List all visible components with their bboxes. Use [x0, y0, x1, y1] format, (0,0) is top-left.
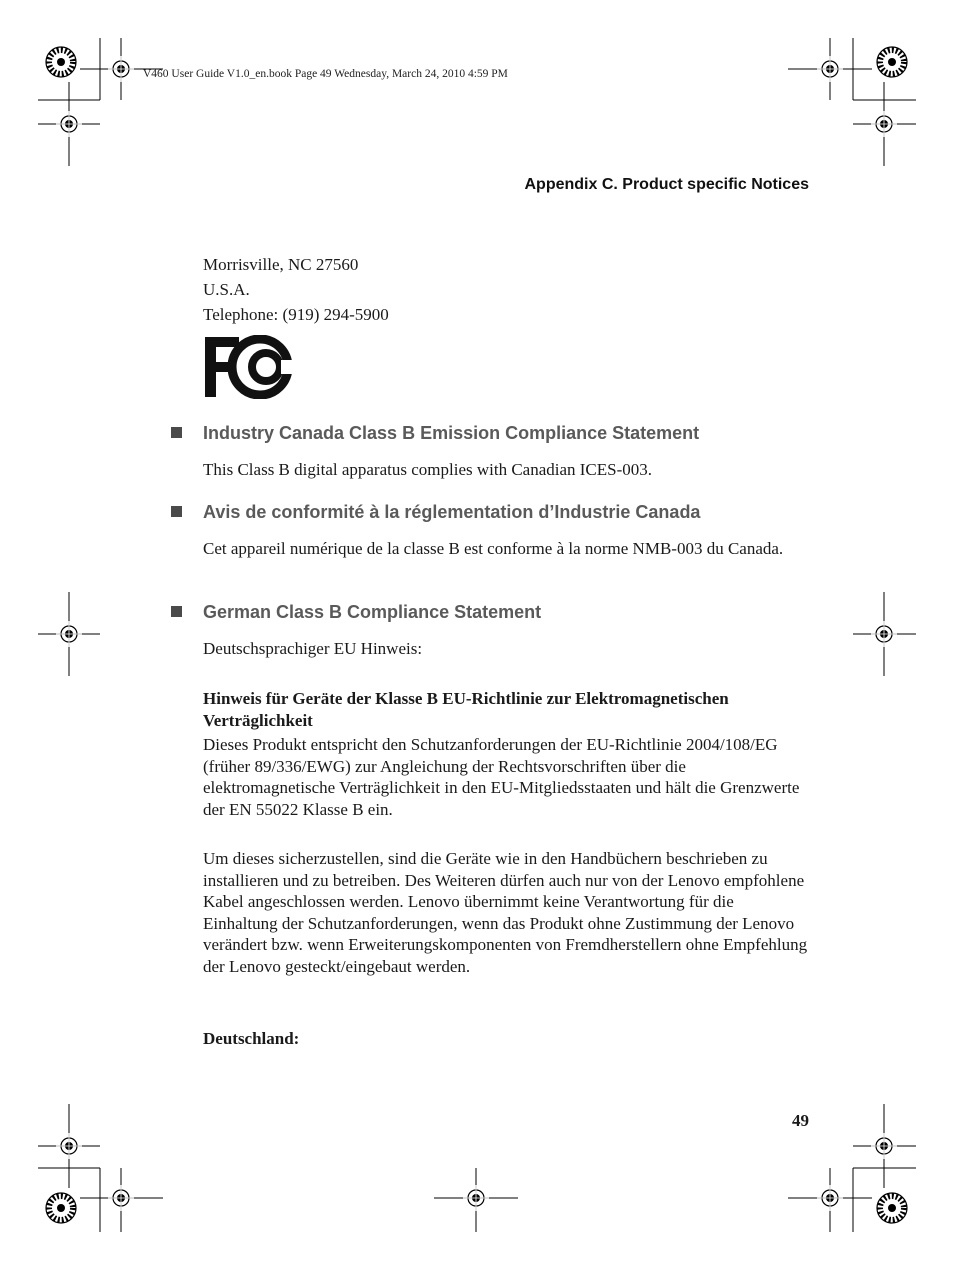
section-heading-text: German Class B Compliance Statement — [203, 602, 542, 622]
section-text-industry-canada: This Class B digital apparatus complies with Canadian ICES-003. — [203, 460, 653, 479]
section-text-german-hinweis: Deutschsprachiger EU Hinweis: — [203, 639, 423, 658]
address-city: Morrisville, NC 27560 — [203, 255, 359, 274]
german-paragraph-1: Dieses Produkt entspricht den Schutzanforderungen der EU-Richtlinie 2004/108/EG (früher 89/336/EWG) zur Angleichung der Rechtsvorschriften über die elektromagnetische Verträglichkeit in den EU-Mitgliedsstaaten und hält die Grenzwerte der EN 55022 Klasse B ein. — [203, 735, 800, 819]
page-number: 49 — [792, 1111, 809, 1130]
section-heading-industry-canada — [171, 423, 699, 444]
fcc-logo — [203, 335, 295, 399]
book-slug: V460 User Guide V1.0_en.book Page 49 Wednesday, March 24, 2010 4:59 PM — [143, 68, 508, 80]
german-country-label: Deutschland: — [203, 1029, 300, 1048]
square-bullet-icon — [171, 606, 182, 617]
german-bold-heading: Hinweis für Geräte der Klasse B EU-Richtlinie zur Elektromagnetischen Verträglichkeit — [203, 689, 729, 730]
section-heading-text: Industry Canada Class B Emission Compliance Statement — [203, 423, 700, 443]
german-paragraph-2: Um dieses sicherzustellen, sind die Geräte wie in den Handbüchern beschrieben zu installieren und zu betreiben. Des Weiteren dürfen auch nur von der Lenovo empfohlene Kabel angeschlossen werden. Lenovo übernimmt keine Verantwortung für die Einhaltung der Schutzanforderungen, wenn das Produkt ohne Zustimmung der Lenovo verändert bzw. wenn Erweiterungskomponenten von Fremdherstellern ohne Empfehlung der Lenovo gesteckt/eingebaut werden. — [203, 849, 808, 976]
square-bullet-icon — [171, 506, 182, 517]
section-heading-text: Avis de conformité à la réglementation d’Industrie Canada — [203, 502, 701, 522]
square-bullet-icon — [171, 427, 182, 438]
section-heading-german-class-b — [171, 602, 541, 623]
section-text-avis-conformite: Cet appareil numérique de la classe B est conforme à la norme NMB-003 du Canada. — [203, 539, 784, 558]
running-head: Appendix C. Product specific Notices — [524, 176, 809, 193]
section-heading-avis-conformite — [171, 502, 700, 523]
address-country: U.S.A. — [203, 280, 250, 299]
address-telephone: Telephone: (919) 294-5900 — [203, 305, 389, 324]
